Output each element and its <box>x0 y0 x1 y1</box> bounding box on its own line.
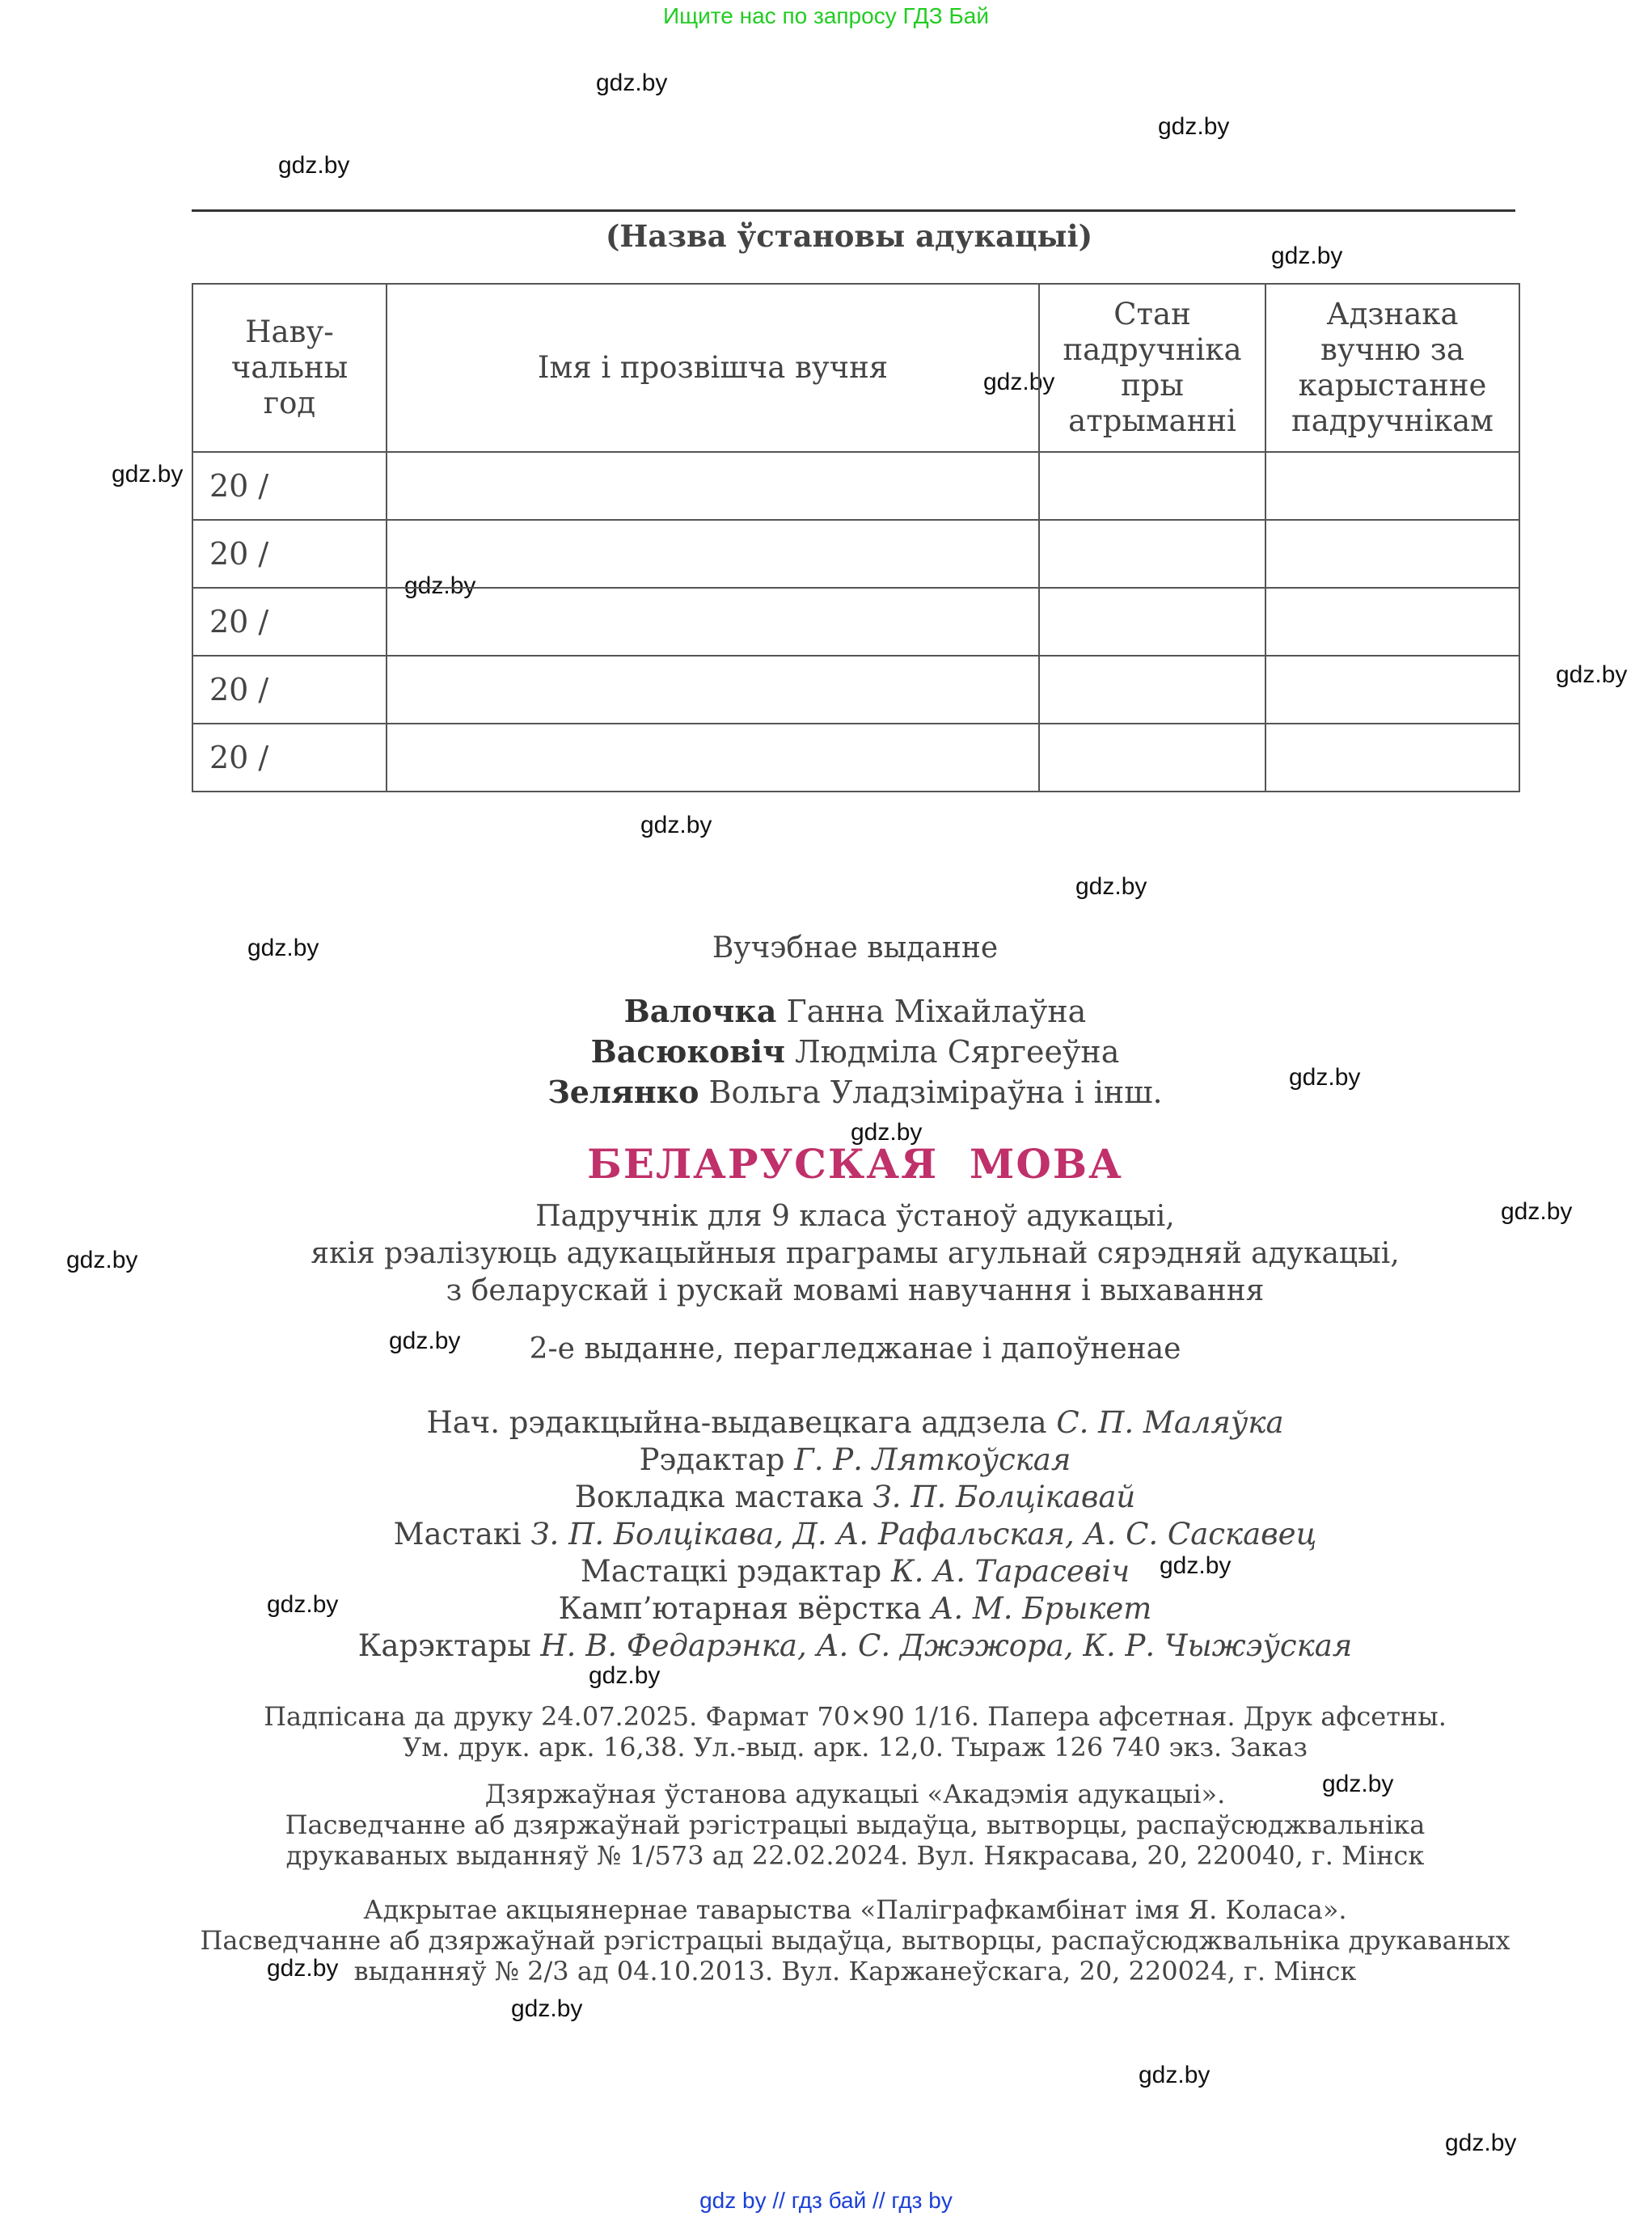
table-header-row <box>192 284 1519 452</box>
credit-line <box>0 1405 1652 1440</box>
table-row <box>192 520 1519 588</box>
credit-line <box>0 1628 1652 1663</box>
watermark: gdz.by <box>1075 873 1147 900</box>
condition-cell <box>1039 724 1265 792</box>
year-cell: 20 / <box>192 656 387 724</box>
publication-type: Вучэбнае выданне <box>712 931 999 965</box>
year-cell: 20 / <box>192 724 387 792</box>
watermark: gdz.by <box>1322 1771 1394 1797</box>
credit-name: З. П. Болцікавай <box>872 1480 1136 1514</box>
credit-name: С. П. Маляўка <box>1056 1405 1284 1440</box>
edition-note: 2-е выданне, перагледжанае і дапоўненае <box>529 1332 1181 1366</box>
name-cell <box>387 724 1039 792</box>
bottom-banner <box>0 2188 1652 2214</box>
credit-role: Камп’ютарная вёрстка <box>558 1591 922 1626</box>
printer-info-line: Пасведчанне аб дзяржаўнай рэгістрацыі выдаўца, вытворцы, распаўсюджвальніка друкаваных <box>200 1925 1510 1956</box>
author-line <box>0 993 1652 1029</box>
watermark: gdz.by <box>640 812 712 838</box>
grade-cell <box>1265 656 1519 724</box>
header-student-name: Імя і прозвішча вучня <box>387 284 1039 452</box>
institution-caption: (Назва ўстановы адукацыі) <box>605 218 1093 254</box>
publisher-info-line: друкаваных выданняў № 1/573 ад 22.02.2024. Вул. Някрасава, 20, 220040, г. Мінск <box>285 1840 1425 1871</box>
credit-line <box>0 1554 1652 1589</box>
table-row <box>192 724 1519 792</box>
grade-cell <box>1265 452 1519 520</box>
watermark: gdz.by <box>1160 1552 1232 1579</box>
banner-link-gdz-bai[interactable]: гдз бай <box>791 2188 867 2213</box>
watermark: gdz.by <box>851 1119 923 1146</box>
condition-cell <box>1039 588 1265 656</box>
grade-cell <box>1265 520 1519 588</box>
credit-name: Н. В. Федарэнка, А. С. Джэжора, К. Р. Чыжэўская <box>540 1628 1353 1663</box>
author-line <box>0 1033 1652 1070</box>
credit-role: Рэдактар <box>639 1442 785 1477</box>
watermark: gdz.by <box>112 461 184 488</box>
name-cell <box>387 588 1039 656</box>
credit-name: К. А. Тарасевіч <box>890 1554 1130 1589</box>
header-academic-year: Наву- чальны год <box>192 284 387 452</box>
year-cell: 20 / <box>192 452 387 520</box>
printer-info-line: выданняў № 2/3 ад 04.10.2013. Вул. Каржанеўскага, 20, 220024, г. Мінск <box>353 1956 1357 1986</box>
author-surname: Васюковіч <box>590 1033 785 1070</box>
print-info-line: Ум. друк. арк. 16,38. Ул.-выд. арк. 12,0. Тыраж 126 740 экз. Заказ <box>403 1732 1308 1763</box>
name-cell <box>387 656 1039 724</box>
credit-role: Нач. рэдакцыйна-выдавецкага аддзела <box>426 1405 1047 1440</box>
author-surname: Зелянко <box>547 1074 699 1110</box>
credit-role: Мастацкі рэдактар <box>580 1554 882 1589</box>
name-cell <box>387 452 1039 520</box>
textbook-record-table <box>192 283 1520 792</box>
condition-cell <box>1039 520 1265 588</box>
top-banner[interactable]: Ищите нас по запросу ГДЗ Бай <box>662 3 990 28</box>
credit-line <box>0 1591 1652 1626</box>
subtitle-line: якія рэалізуюць адукацыйныя праграмы агульнай сярэдняй адукацыі, <box>311 1237 1400 1270</box>
watermark: gdz.by <box>389 1328 461 1354</box>
print-info-line: Падпісана да друку 24.07.2025. Фармат 70×90 1/16. Папера афсетная. Друк афсетны. <box>264 1701 1447 1732</box>
watermark: gdz.by <box>247 935 319 961</box>
publisher-info-line: Дзяржаўная ўстанова адукацыі «Акадэмія адукацыі». <box>484 1779 1226 1809</box>
watermark: gdz.by <box>1289 1064 1361 1091</box>
year-cell: 20 / <box>192 520 387 588</box>
institution-rule <box>192 209 1515 212</box>
table-row <box>192 656 1519 724</box>
grade-cell <box>1265 724 1519 792</box>
name-cell <box>387 520 1039 588</box>
watermark: gdz.by <box>404 572 476 599</box>
credit-role: Карэктары <box>357 1628 531 1663</box>
subtitle-line: з беларускай і рускай мовамі навучання і выхавання <box>446 1274 1265 1307</box>
watermark: gdz.by <box>1501 1198 1573 1225</box>
year-cell: 20 / <box>192 588 387 656</box>
credit-name: А. М. Брыкет <box>931 1591 1152 1626</box>
watermark: gdz.by <box>267 1955 339 1982</box>
watermark: gdz.by <box>1139 2062 1210 2088</box>
printer-info-line: Адкрытае акцыянернае таварыства «Паліграфкамбінат імя Я. Коласа». <box>363 1894 1347 1925</box>
watermark: gdz.by <box>66 1247 138 1273</box>
table-row <box>192 452 1519 520</box>
watermark: gdz.by <box>267 1591 339 1618</box>
watermark: gdz.by <box>278 152 350 179</box>
book-title: БЕЛАРУСКАЯ МОВА <box>587 1140 1123 1188</box>
publisher-info-line: Пасведчанне аб дзяржаўнай рэгістрацыі выдаўца, вытворцы, распаўсюджвальніка <box>285 1809 1426 1840</box>
banner-link-gdz-by-cyr[interactable]: гдз by <box>891 2188 953 2213</box>
credit-name: Г. Р. Ляткоўская <box>794 1442 1071 1477</box>
grade-cell <box>1265 588 1519 656</box>
credit-name: З. П. Болцікава, Д. А. Рафальская, А. С. Саскавец <box>530 1517 1317 1552</box>
watermark: gdz.by <box>511 1995 583 2022</box>
banner-link-gdz-by[interactable]: gdz by <box>699 2188 767 2213</box>
author-given-name: Вольга Уладзіміраўна і інш. <box>708 1075 1163 1110</box>
author-surname: Валочка <box>623 993 777 1029</box>
watermark: gdz.by <box>1158 113 1230 140</box>
credit-line <box>0 1517 1652 1552</box>
credit-line <box>0 1480 1652 1514</box>
author-given-name: Людміла Сяргееўна <box>795 1034 1120 1070</box>
table-row <box>192 588 1519 656</box>
condition-cell <box>1039 656 1265 724</box>
credit-role: Вокладка мастака <box>574 1480 864 1514</box>
author-line <box>0 1074 1652 1110</box>
banner-separator: // <box>872 2188 885 2213</box>
subtitle-line: Падручнік для 9 класа ўстаноў адукацыі, <box>535 1200 1175 1233</box>
author-given-name: Ганна Міхайлаўна <box>786 994 1087 1029</box>
watermark: gdz.by <box>589 1662 661 1689</box>
banner-separator: // <box>772 2188 785 2213</box>
watermark: gdz.by <box>596 70 668 96</box>
watermark: gdz.by <box>983 369 1055 395</box>
header-usage-grade: Адзнака вучню за карыстанне падручнікам <box>1265 284 1519 452</box>
condition-cell <box>1039 452 1265 520</box>
watermark: gdz.by <box>1271 243 1343 269</box>
watermark: gdz.by <box>1556 661 1628 688</box>
header-condition-on-receipt: Стан падручніка пры атрыманні <box>1039 284 1265 452</box>
watermark: gdz.by <box>1445 2130 1517 2156</box>
credit-line <box>0 1442 1652 1477</box>
credit-role: Мастакі <box>393 1517 522 1552</box>
